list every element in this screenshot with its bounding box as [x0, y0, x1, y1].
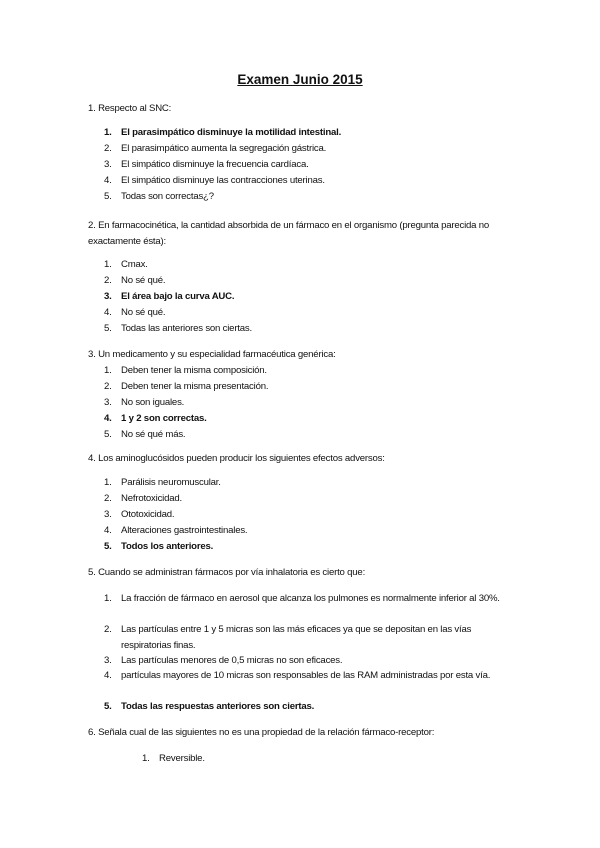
answer-option — [104, 257, 514, 273]
option-text: No sé qué. — [121, 275, 166, 286]
option-number: 1. — [104, 593, 112, 604]
answer-option — [104, 157, 514, 173]
option-number: 5. — [104, 701, 112, 712]
answer-option — [104, 653, 514, 669]
option-text: No son iguales. — [121, 397, 185, 408]
option-text: El parasimpático disminuye la motilidad intestinal. — [121, 127, 342, 138]
option-text: Todas las anteriores son ciertas. — [121, 323, 252, 334]
answer-option — [104, 289, 514, 305]
option-text: partículas mayores de 10 micras son responsables de las RAM administradas por esta vía. — [121, 670, 491, 681]
option-number: 1. — [104, 477, 112, 488]
option-number: 4. — [104, 175, 112, 186]
option-number: 2. — [104, 275, 112, 286]
answer-option — [104, 411, 514, 427]
option-text: Todas son correctas¿? — [121, 191, 214, 202]
answer-option — [104, 523, 514, 539]
option-number: 3. — [104, 397, 112, 408]
question-text: 3. Un medicamento y su especialidad farmacéutica genérica: — [88, 349, 336, 360]
answer-option — [104, 189, 514, 205]
answer-option — [104, 321, 514, 337]
option-number: 1. — [142, 753, 150, 764]
option-number: 5. — [104, 323, 112, 334]
option-number: 3. — [104, 159, 112, 170]
answer-option — [104, 395, 514, 411]
option-number: 5. — [104, 429, 112, 440]
question-text: 1. Respecto al SNC: — [88, 103, 172, 114]
option-text: El parasimpático aumenta la segregación gástrica. — [121, 143, 327, 154]
answer-option — [104, 141, 514, 157]
answer-option — [104, 622, 514, 653]
question-text: 6. Señala cual de las siguientes no es una propiedad de la relación fármaco-receptor: — [88, 727, 435, 738]
option-text: Las partículas menores de 0,5 micras no son eficaces. — [121, 655, 343, 666]
option-number: 1. — [104, 259, 112, 270]
option-number: 1. — [104, 127, 112, 138]
option-text: Deben tener la misma composición. — [121, 365, 267, 376]
option-text: Ototoxicidad. — [121, 509, 175, 520]
question-text: 2. En farmacocinética, la cantidad absorbida de un fármaco en el organismo (pregunta parecida no exactamente ésta): — [88, 220, 490, 247]
option-text: Deben tener la misma presentación. — [121, 381, 269, 392]
option-number: 3. — [104, 291, 112, 302]
answer-option — [104, 591, 514, 607]
option-number: 2. — [104, 624, 112, 635]
answer-option — [104, 699, 514, 715]
option-number: 5. — [104, 541, 112, 552]
option-text: Todas las respuestas anteriores son ciertas. — [121, 701, 315, 712]
option-number: 4. — [104, 413, 112, 424]
answer-option — [104, 668, 514, 684]
answer-option — [104, 125, 514, 141]
answer-option — [104, 427, 514, 443]
option-number: 2. — [104, 143, 112, 154]
option-text: El simpático disminuye las contracciones uterinas. — [121, 175, 325, 186]
option-text: Reversible. — [159, 753, 205, 764]
answer-option — [104, 507, 514, 523]
answer-option — [142, 751, 552, 767]
answer-option — [104, 491, 514, 507]
option-text: Parálisis neuromuscular. — [121, 477, 221, 488]
document-title: Examen Junio 2015 — [237, 72, 363, 87]
option-number: 5. — [104, 191, 112, 202]
answer-option — [104, 305, 514, 321]
option-text: Cmax. — [121, 259, 148, 270]
option-text: Alteraciones gastrointestinales. — [121, 525, 248, 536]
option-text: Todos los anteriores. — [121, 541, 214, 552]
answer-option — [104, 475, 514, 491]
answer-option — [104, 363, 514, 379]
option-text: No sé qué más. — [121, 429, 186, 440]
option-number: 1. — [104, 365, 112, 376]
answer-option — [104, 273, 514, 289]
answer-option — [104, 379, 514, 395]
option-number: 3. — [104, 509, 112, 520]
option-text: 1 y 2 son correctas. — [121, 413, 207, 424]
question-text: 4. Los aminoglucósidos pueden producir los siguientes efectos adversos: — [88, 453, 385, 464]
option-text: El simpático disminuye la frecuencia cardíaca. — [121, 159, 309, 170]
option-text: La fracción de fármaco en aerosol que alcanza los pulmones es normalmente inferior al 30%. — [121, 593, 500, 604]
question-text: 5. Cuando se administran fármacos por vía inhalatoria es cierto que: — [88, 567, 366, 578]
option-number: 4. — [104, 307, 112, 318]
option-number: 2. — [104, 493, 112, 504]
answer-option — [104, 173, 514, 189]
option-number: 4. — [104, 525, 112, 536]
option-text: El área bajo la curva AUC. — [121, 291, 235, 302]
option-number: 2. — [104, 381, 112, 392]
option-text: Nefrotoxicidad. — [121, 493, 182, 504]
answer-option — [104, 539, 514, 555]
option-number: 3. — [104, 655, 112, 666]
option-text: Las partículas entre 1 y 5 micras son las más eficaces ya que se depositan en las vías respiratorias finas. — [121, 624, 472, 651]
option-number: 4. — [104, 670, 112, 681]
option-text: No sé qué. — [121, 307, 166, 318]
